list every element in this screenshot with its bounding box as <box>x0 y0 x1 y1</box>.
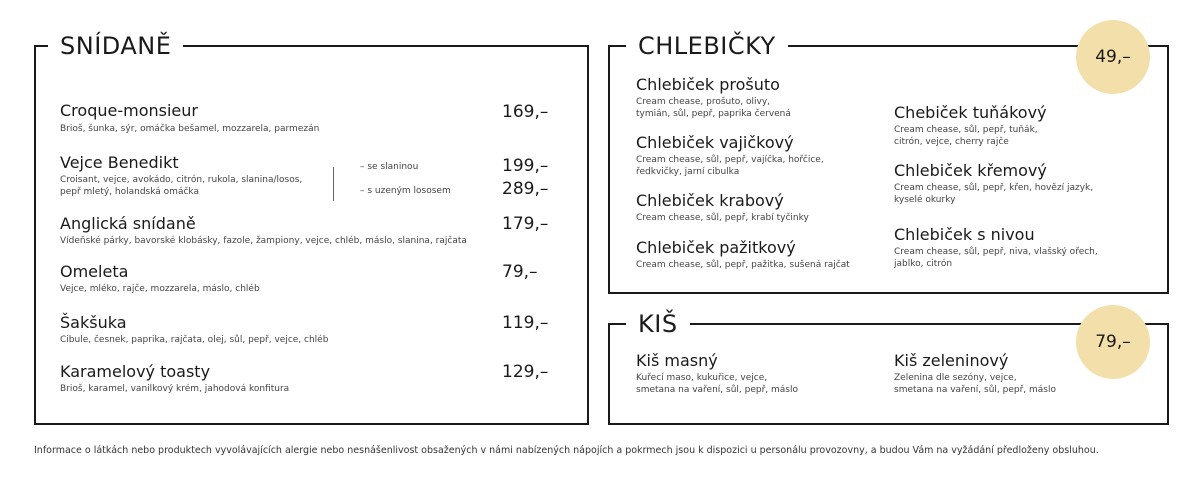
menu-item-desc: smetana na vaření, sůl, pepř, máslo <box>636 385 798 395</box>
menu-item-price: 179,– <box>502 214 549 234</box>
menu-item-desc: Brioš, šunka, sýr, omáčka bešamel, mozzarela, parmezán <box>60 124 320 134</box>
menu-item-name: Chlebiček s nivou <box>894 225 1035 244</box>
menu-item-name: Chlebiček pažitkový <box>636 238 796 257</box>
variant-label: – s uzeným lososem <box>360 186 451 196</box>
variant-label: – se slaninou <box>360 162 419 172</box>
menu-item-name: Vejce Benedikt <box>60 153 179 172</box>
menu-item-name: Chebiček tuňákový <box>894 103 1047 122</box>
menu-item-desc: Cream chease, sůl, pepř, pažitka, sušená rajčat <box>636 260 850 270</box>
menu-item-desc: Brioš, karamel, vanilkový krém, jahodová konfitura <box>60 384 290 394</box>
menu-item-desc: Vídeňské párky, bavorské klobásky, fazole, žampiony, vejce, chléb, máslo, slanina, rajčata <box>60 236 467 246</box>
breakfast-title: SNÍDANĚ <box>48 28 183 64</box>
open-sandwiches-price-badge: 49,– <box>1076 20 1150 94</box>
menu-item-desc: tymián, sůl, pepř, paprika červená <box>636 109 791 119</box>
menu-item-desc: Cream chease, sůl, pepř, krabí tyčinky <box>636 213 809 223</box>
menu-item-name: Kiš zeleninový <box>894 351 1009 370</box>
quiche-price-badge: 79,– <box>1076 305 1150 379</box>
menu-item-name: Croque-monsieur <box>60 101 198 120</box>
menu-item-desc: ředkvičky, jarní cibulka <box>636 167 740 177</box>
menu-item-desc: Croisant, vejce, avokádo, citrón, rukola, slanina/losos, <box>60 175 303 185</box>
menu-item-price: 129,– <box>502 362 549 382</box>
menu-item-desc: jablko, citrón <box>894 259 953 269</box>
menu-item-name: Chlebiček křemový <box>894 161 1047 180</box>
menu-item-desc: pepř mletý, holandská omáčka <box>60 187 199 197</box>
open-sandwiches-title: CHLEBIČKY <box>626 28 788 64</box>
menu-item-name: Karamelový toasty <box>60 362 211 381</box>
quiche-title: KIŠ <box>626 306 690 342</box>
variant-divider <box>333 167 334 201</box>
menu-item-price: 119,– <box>502 313 549 333</box>
menu-item-desc: Cream chease, sůl, pepř, vajíčka, hořčice, <box>636 155 824 165</box>
breakfast-panel <box>34 32 589 425</box>
menu-item-desc: citrón, vejce, cherry rajče <box>894 137 1009 147</box>
menu-item-desc: Cream chease, prošuto, olivy, <box>636 97 771 107</box>
variant-price: 199,– <box>502 156 549 176</box>
menu-item-desc: Cream chease, sůl, pepř, tuňák, <box>894 125 1038 135</box>
open-sandwiches-panel <box>608 32 1169 294</box>
menu-item-desc: smetana na vaření, sůl, pepř, máslo <box>894 385 1056 395</box>
menu-item-name: Chlebiček prošuto <box>636 75 780 94</box>
menu-item-name: Chlebiček vajičkový <box>636 133 794 152</box>
menu-item-name: Šakšuka <box>60 313 127 332</box>
variant-price: 289,– <box>502 179 549 199</box>
menu-item-desc: Zelenina dle sezóny, vejce, <box>894 373 1017 383</box>
menu-item-price: 79,– <box>502 262 538 282</box>
menu-item-price: 169,– <box>502 102 549 122</box>
menu-item-desc: Vejce, mléko, rajče, mozzarela, máslo, chléb <box>60 284 260 294</box>
menu-item-name: Chlebiček krabový <box>636 191 784 210</box>
menu-item-name: Kiš masný <box>636 351 718 370</box>
menu-item-desc: Kuřecí maso, kukuřice, vejce, <box>636 373 768 383</box>
menu-item-name: Omeleta <box>60 262 129 281</box>
menu-item-desc: Cream chease, sůl, pepř, křen, hovězí jazyk, <box>894 183 1094 193</box>
allergen-notice: Informace o látkách nebo produktech vyvolávajících alergie nebo nesnášenlivost obsažených v námi nabízených nápojích a pokrmech jsou k dispozici u personálu provozovny, a budou Vám na vyžádání předloženy obsluhou. <box>34 445 1099 456</box>
menu-item-desc: Cibule, česnek, paprika, rajčata, olej, sůl, pepř, vejce, chléb <box>60 335 329 345</box>
menu-item-desc: kyselé okurky <box>894 195 956 205</box>
menu-item-name: Anglická snídaně <box>60 214 196 233</box>
menu-item-desc: Cream chease, sůl, pepř, niva, vlašský ořech, <box>894 247 1098 257</box>
